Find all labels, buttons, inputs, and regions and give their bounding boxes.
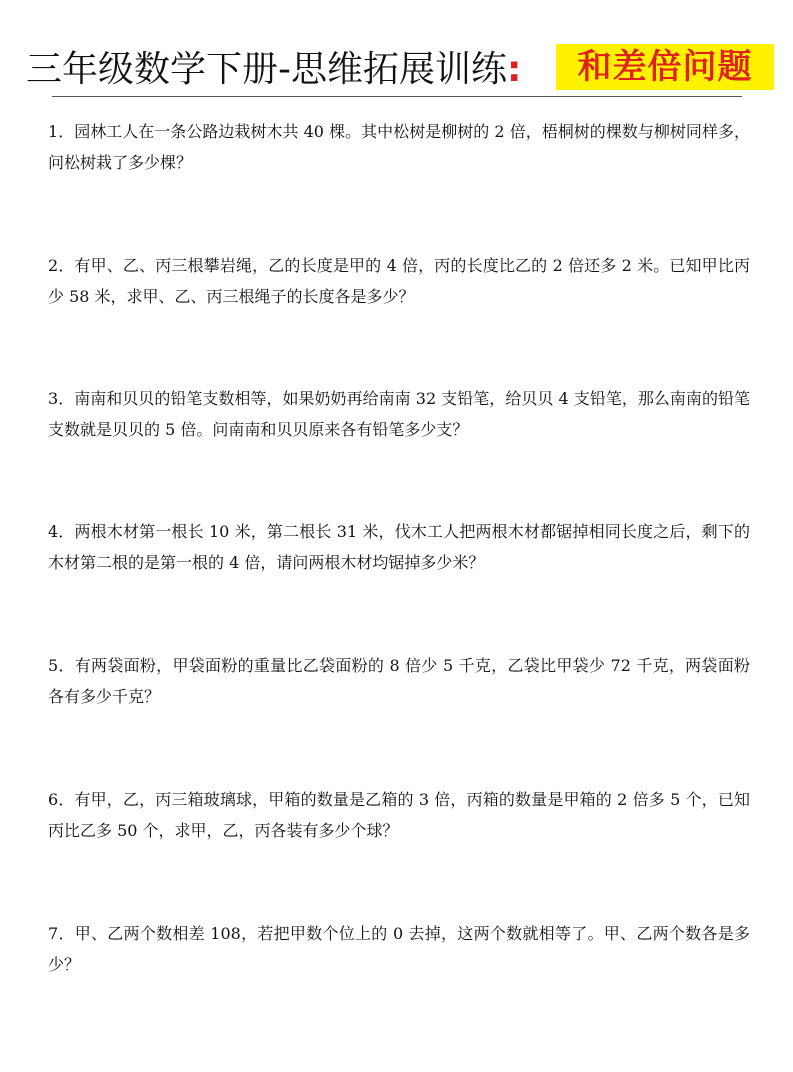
problem-text: 5．有两袋面粉，甲袋面粉的重量比乙袋面粉的 8 倍少 5 千克，乙袋比甲袋少 72 千克，两袋面粉各有多少千克？	[48, 656, 750, 706]
problem-4	[48, 516, 750, 578]
problem-text: 6．有甲，乙，丙三箱玻璃球，甲箱的数量是乙箱的 3 倍，丙箱的数量是甲箱的 2 倍多 5 个，已知丙比乙多 50 个，求甲，乙，丙各装有多少个球？	[48, 790, 750, 840]
problem-3	[48, 383, 750, 445]
page-header	[0, 44, 793, 94]
problem-text: 3．南南和贝贝的铅笔支数相等，如果奶奶再给南南 32 支铅笔，给贝贝 4 支铅笔，那么南南的铅笔支数就是贝贝的 5 倍。问南南和贝贝原来各有铅笔多少支？	[48, 389, 750, 439]
topic-highlight: 和差倍问题	[556, 44, 774, 90]
problem-7	[48, 918, 750, 980]
problem-6	[48, 784, 750, 846]
problem-text: 1．园林工人在一条公路边栽树木共 40 棵。其中松树是柳树的 2 倍，梧桐树的棵数与柳树同样多，问松树栽了多少棵？	[48, 122, 750, 172]
header-divider	[52, 96, 742, 97]
problem-text: 2．有甲、乙、丙三根攀岩绳，乙的长度是甲的 4 倍，丙的长度比乙的 2 倍还多 2 米。已知甲比丙少 58 米，求甲、乙、丙三根绳子的长度各是多少？	[48, 256, 750, 306]
title-text: 三年级数学下册-思维拓展训练	[26, 49, 507, 90]
problem-5	[48, 650, 750, 712]
problem-2	[48, 250, 750, 312]
title-colon: :	[507, 49, 522, 90]
page-title	[26, 48, 521, 92]
problem-1	[48, 116, 750, 178]
problem-text: 4．两根木材第一根长 10 米，第二根长 31 米，伐木工人把两根木材都锯掉相同长度之后，剩下的木材第二根的是第一根的 4 倍，请问两根木材均锯掉多少米？	[48, 522, 750, 572]
problem-text: 7．甲、乙两个数相差 108，若把甲数个位上的 0 去掉，这两个数就相等了。甲、乙两个数各是多少？	[48, 924, 750, 974]
